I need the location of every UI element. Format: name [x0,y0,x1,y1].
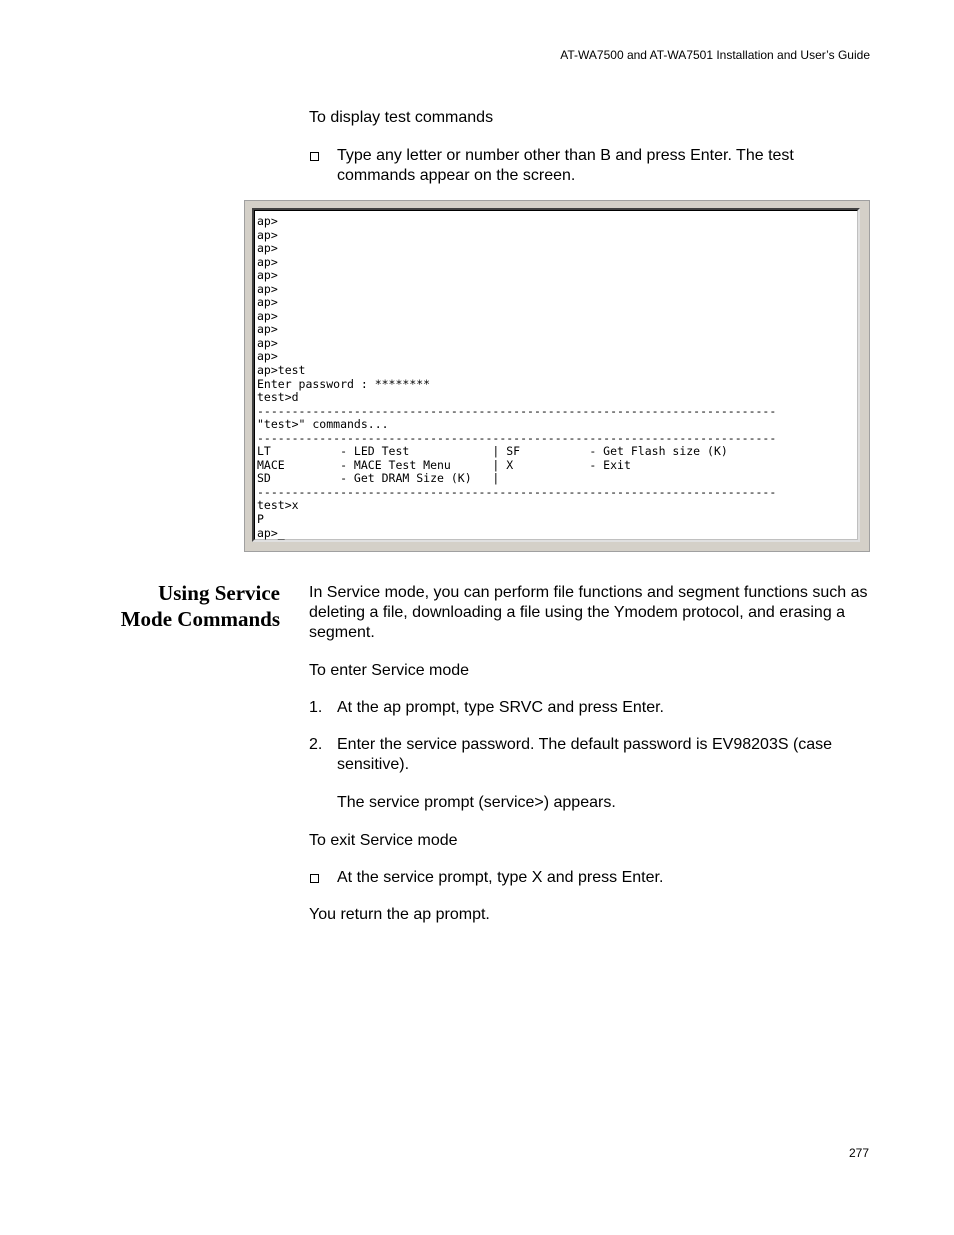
step-number-2: 2. [309,736,323,753]
bullet-text-type-letter: Type any letter or number other than B and press Enter. The test commands appear on the screen. [337,147,794,184]
terminal-line: Enter password : ******** [257,376,431,391]
step-number-1: 1. [309,699,323,716]
terminal-line: test>d [257,390,299,405]
terminal-line: ap> [257,241,278,256]
terminal-line: ap> [257,227,278,242]
terminal-line: ap>_ [257,525,285,540]
procedure-title-enter: To enter Service mode [309,662,470,679]
exit-result: You return the ap prompt. [309,906,490,923]
step-2-text: Enter the service password. The default password is EV98203S (case sensitive). [337,736,833,773]
checkbox-bullet-icon [310,874,319,883]
procedure-title-display-test: To display test commands [309,109,494,126]
terminal-line: "test>" commands... [257,417,389,432]
terminal-line: ap> [257,214,278,228]
terminal-line: SD - Get DRAM Size (K) | [257,471,500,486]
terminal-line: test>x [257,498,299,513]
page-number: 277 [848,1146,869,1160]
running-header: AT-WA7500 and AT-WA7501 Installation and User’s Guide [560,48,870,62]
terminal-window [252,208,860,542]
step-1-text: At the ap prompt, type SRVC and press Enter. [337,699,664,716]
terminal-line: ap> [257,254,278,269]
terminal-line: MACE - MACE Test Menu | X - Exit [257,457,631,472]
procedure-title-exit: To exit Service mode [309,832,458,849]
terminal-line: ap> [257,295,278,310]
terminal-screenshot [244,200,870,552]
terminal-line: P [257,512,264,527]
terminal-line: ap>test [257,363,306,378]
step-2-result: The service prompt (service>) appears. [337,794,616,811]
terminal-line: ap> [257,335,278,350]
terminal-line: --------------------------------------------------------------------------- [257,430,777,445]
terminal-line: ap> [257,281,278,296]
terminal-line: LT - LED Test | SF - Get Flash size (K) [257,444,728,459]
terminal-line: ap> [257,268,278,283]
terminal-line: ap> [257,349,278,364]
section-heading-line1: Using Service [158,581,280,605]
terminal-output [257,215,857,540]
terminal-line: ap> [257,322,278,337]
terminal-line: ap> [257,308,278,323]
section-intro-paragraph: In Service mode, you can perform file functions and segment functions such as deleting a file, downloading a file using the Ymodem protocol, and erasing a segment. [309,584,868,641]
checkbox-bullet-icon [310,152,319,161]
section-heading-line2: Mode Commands [120,607,280,631]
terminal-line: --------------------------------------------------------------------------- [257,403,777,418]
bullet-text-exit: At the service prompt, type X and press Enter. [337,869,664,886]
section-heading [30,580,280,632]
terminal-line: --------------------------------------------------------------------------- [257,484,777,499]
